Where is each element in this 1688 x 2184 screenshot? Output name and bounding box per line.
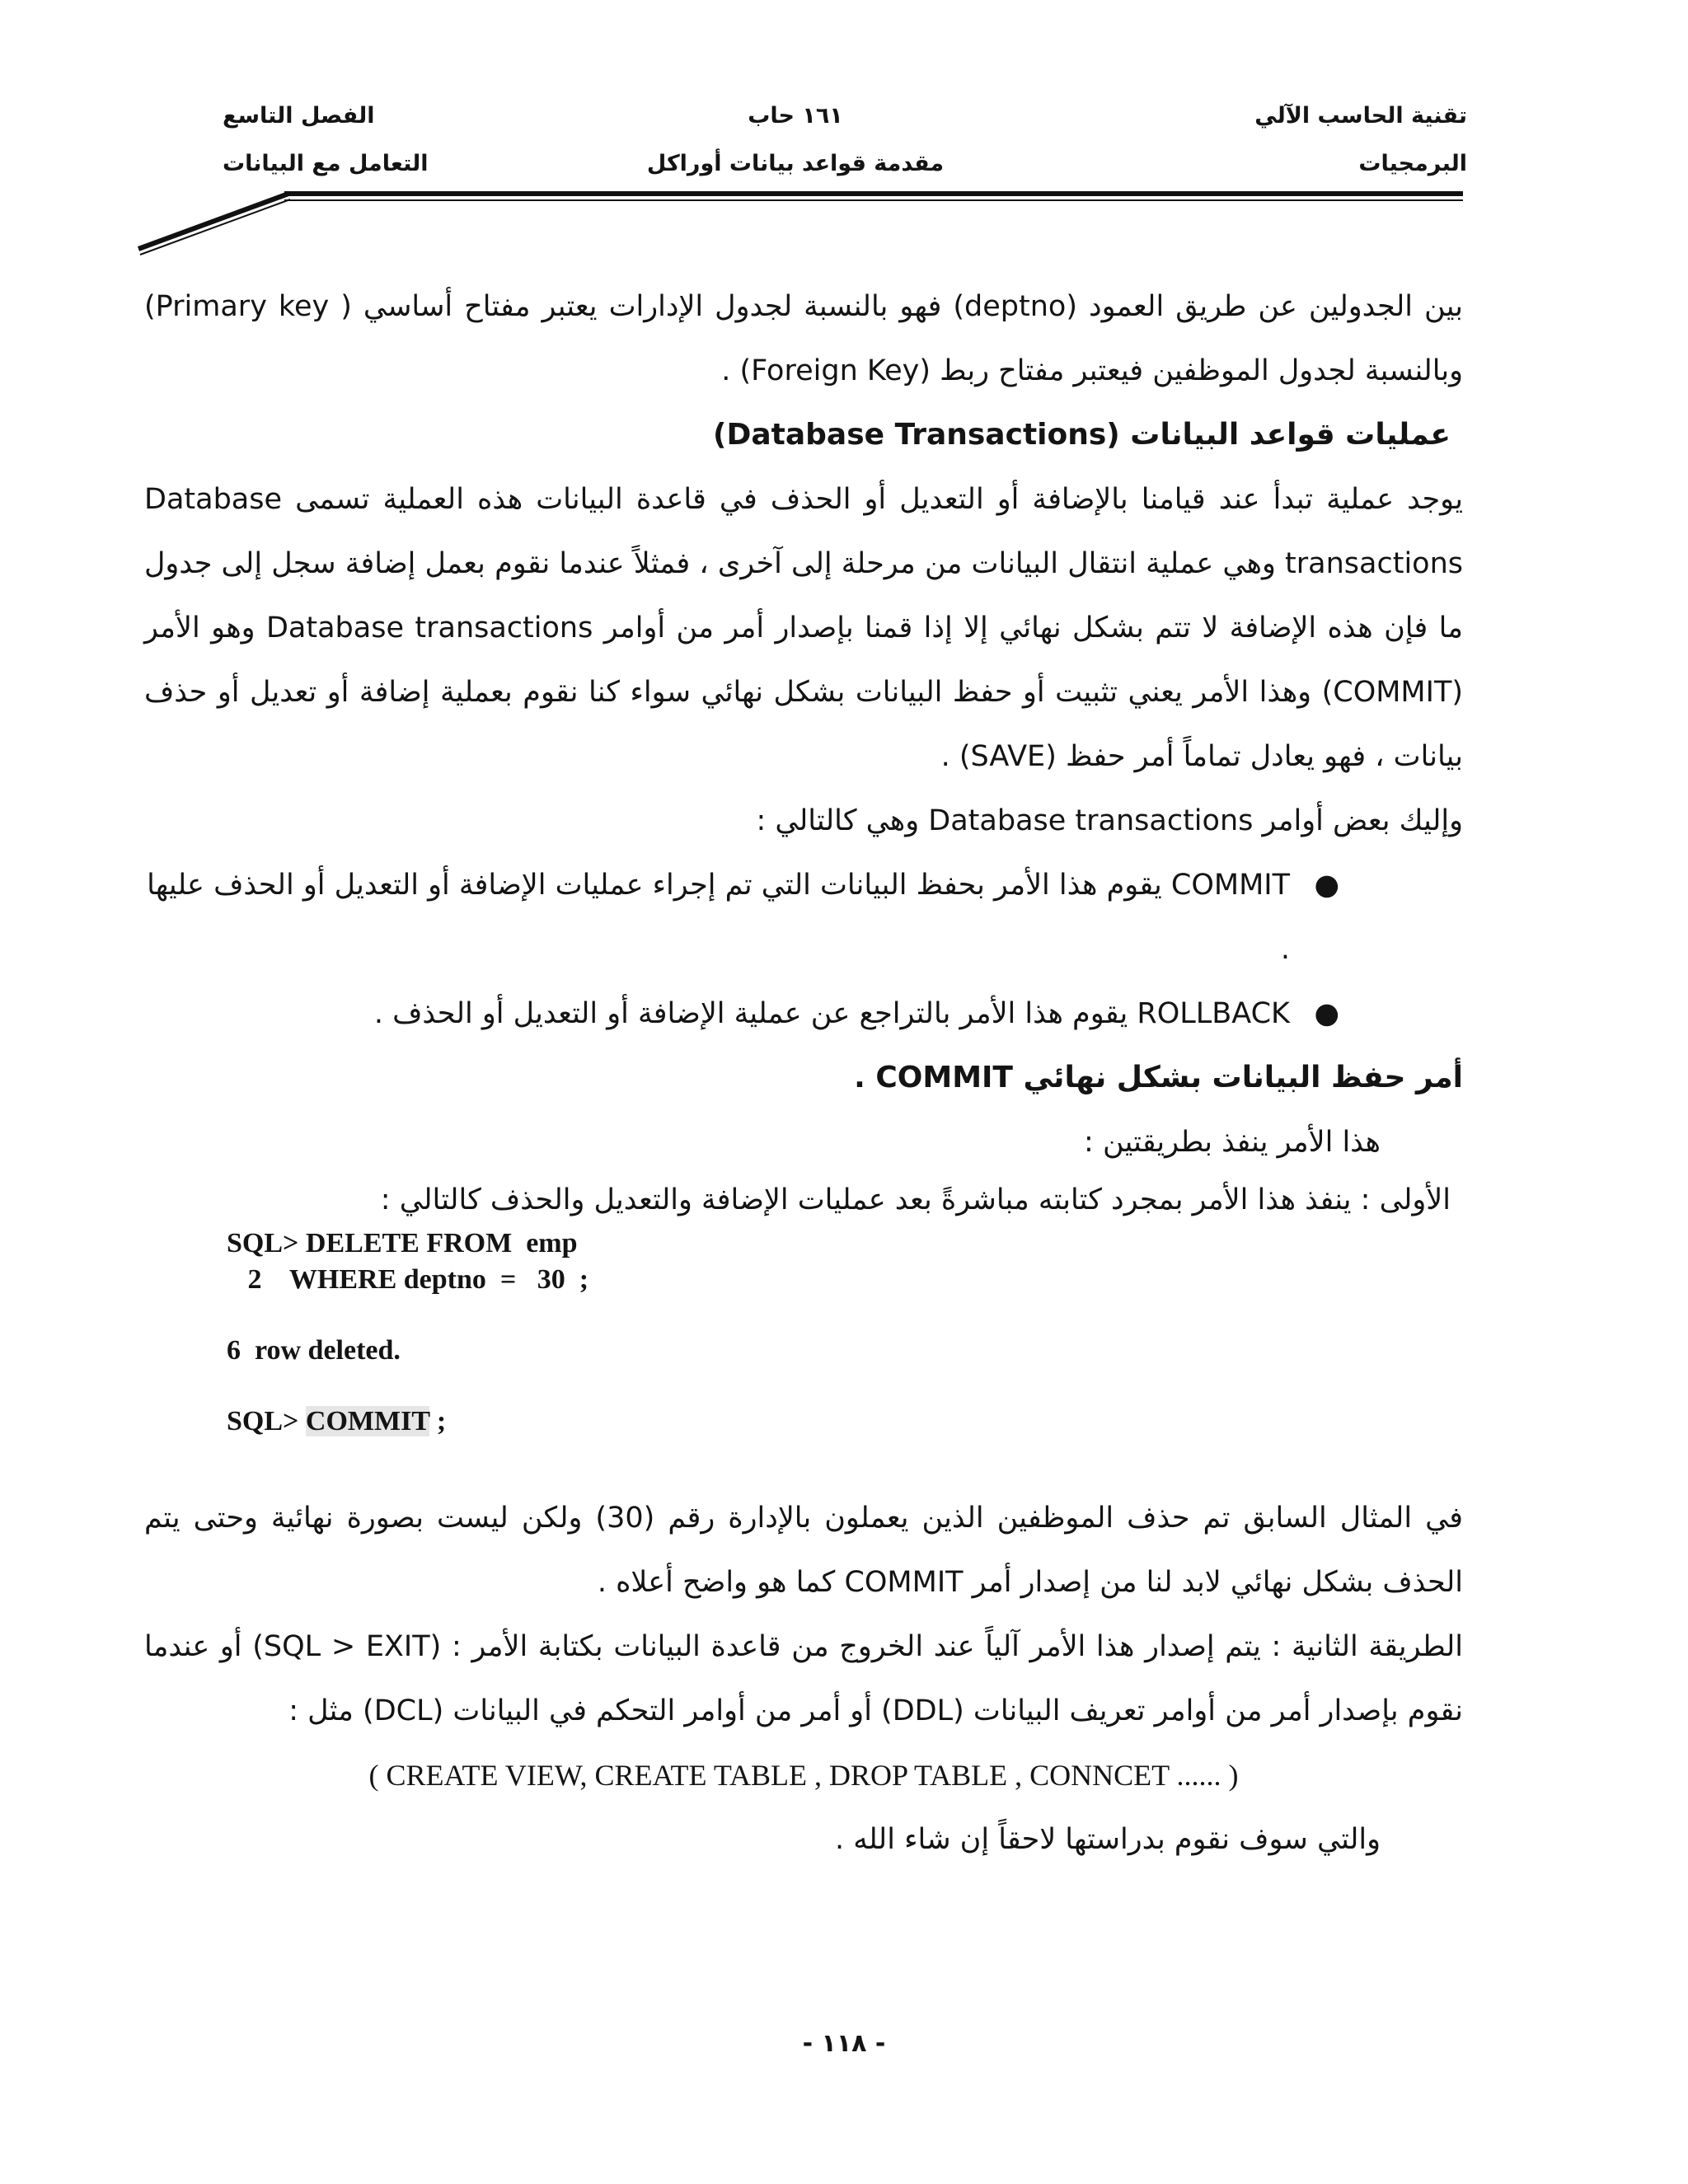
bullet-text-commit: COMMIT يقوم هذا الأمر بحفظ البيانات التي تم إجراء عمليات الإضافة أو التعديل أو الحذف عليها . [147,869,1290,966]
commands-intro: وإليك بعض أوامر Database transactions وهي كالتالي : [756,804,1463,837]
two-ways-line: هذا الأمر ينفذ بطريقتين : [1084,1126,1381,1159]
header-course-code: ١٦١ حاب [748,103,843,129]
first-way-line: الأولى : ينفذ هذا الأمر بمجرد كتابته مباشرةً بعد عمليات الإضافة والتعديل والحذف كالتالي : [380,1183,1451,1216]
page-number: - ١١٨ - [802,2029,886,2058]
list-item [144,982,1463,1046]
header-specialty: البرمجيات [1358,151,1467,176]
header-rule-thick [284,191,1463,196]
page-header [124,103,1467,199]
code-line-where: 2 WHERE deptno = 30 ; [227,1264,589,1295]
header-chapter-title: التعامل مع البيانات [223,151,429,176]
bullet-icon: ● [1314,997,1339,1030]
header-rule-slant [132,190,293,255]
bullet-text-rollback: ROLLBACK يقوم هذا الأمر بالتراجع عن عملية الإضافة أو التعديل أو الحذف . [373,997,1290,1030]
commands-list [144,853,1463,1046]
commit-keyword-highlight: COMMIT [305,1406,430,1436]
sql-code-example [144,1226,1463,1440]
header-unit-title: مقدمة قواعد بيانات أوراكل [646,151,945,176]
code-line-delete: SQL> DELETE FROM emp [227,1228,578,1258]
code-prompt: SQL> [227,1406,306,1436]
header-course-title: تقنية الحاسب الآلي [1254,103,1467,129]
page-content [144,274,1463,1872]
closing-line: والتي سوف نقوم بدراستها لاحقاً إن شاء الله . [834,1823,1381,1856]
list-item [144,853,1463,982]
code-line-commit [227,1404,1463,1440]
header-top-row [124,103,1467,151]
code-line-result: 6 row deleted. [227,1335,401,1366]
intro-paragraph: بين الجدولين عن طريق العمود (deptno) فهو بالنسبة لجدول الإدارات يعتبر مفتاح أساسي ( Primary key) وبالنسبة لجدول الموظفين فيعتبر مفتاح ربط (Foreign Key) . [144,290,1463,387]
commit-heading: أمر حفظ البيانات بشكل نهائي COMMIT . [854,1061,1463,1094]
code-terminator: ; [429,1406,447,1436]
transactions-paragraph: يوجد عملية تبدأ عند قيامنا بالإضافة أو التعديل أو الحذف في قاعدة البيانات هذه العملية تسمى Database transactions وهي عملية انتقال البيانات من مرحلة إلى آخرى ، فمثلاً عندما نقوم بعمل إضافة سجل إلى جدول ما فإن هذه الإضافة لا تتم بشكل نهائي إلا إذا قمنا بإصدار أمر من أوامر Database transactions وهو الأمر (COMMIT) وهذا الأمر يعني تثبيت أو حفظ البيانات بشكل نهائي سواء كنا نقوم بعملية إضافة أو تعديل أو حذف بيانات ، فهو يعادل تماماً أمر حفظ (SAVE) . [144,483,1464,773]
header-rule-thin [284,199,1463,201]
header-chapter-number: الفصل التاسع [223,103,375,129]
transactions-heading: عمليات قواعد البيانات (Database Transactions) [713,418,1451,452]
bullet-icon: ● [1314,869,1339,902]
example-explanation: في المثال السابق تم حذف الموظفين الذين يعملون بالإدارة رقم (30) ولكن ليست بصورة نهائية وحتى يتم الحذف بشكل نهائي لابد لنا من إصدار أمر COMMIT كما هو واضح أعلاه . [144,1502,1464,1599]
ddl-examples-line: ( CREATE VIEW, CREATE TABLE , DROP TABLE , CONNCET ...... ) [368,1759,1239,1792]
second-way-paragraph: الطريقة الثانية : يتم إصدار هذا الأمر آلياً عند الخروج من قاعدة البيانات بكتابة الأمر : (SQL > EXIT) أو عندما نقوم بإصدار أمر من أوامر تعريف البيانات (DDL) أو أمر من أوامر التحكم في البيانات (DCL) مثل : [144,1630,1464,1727]
